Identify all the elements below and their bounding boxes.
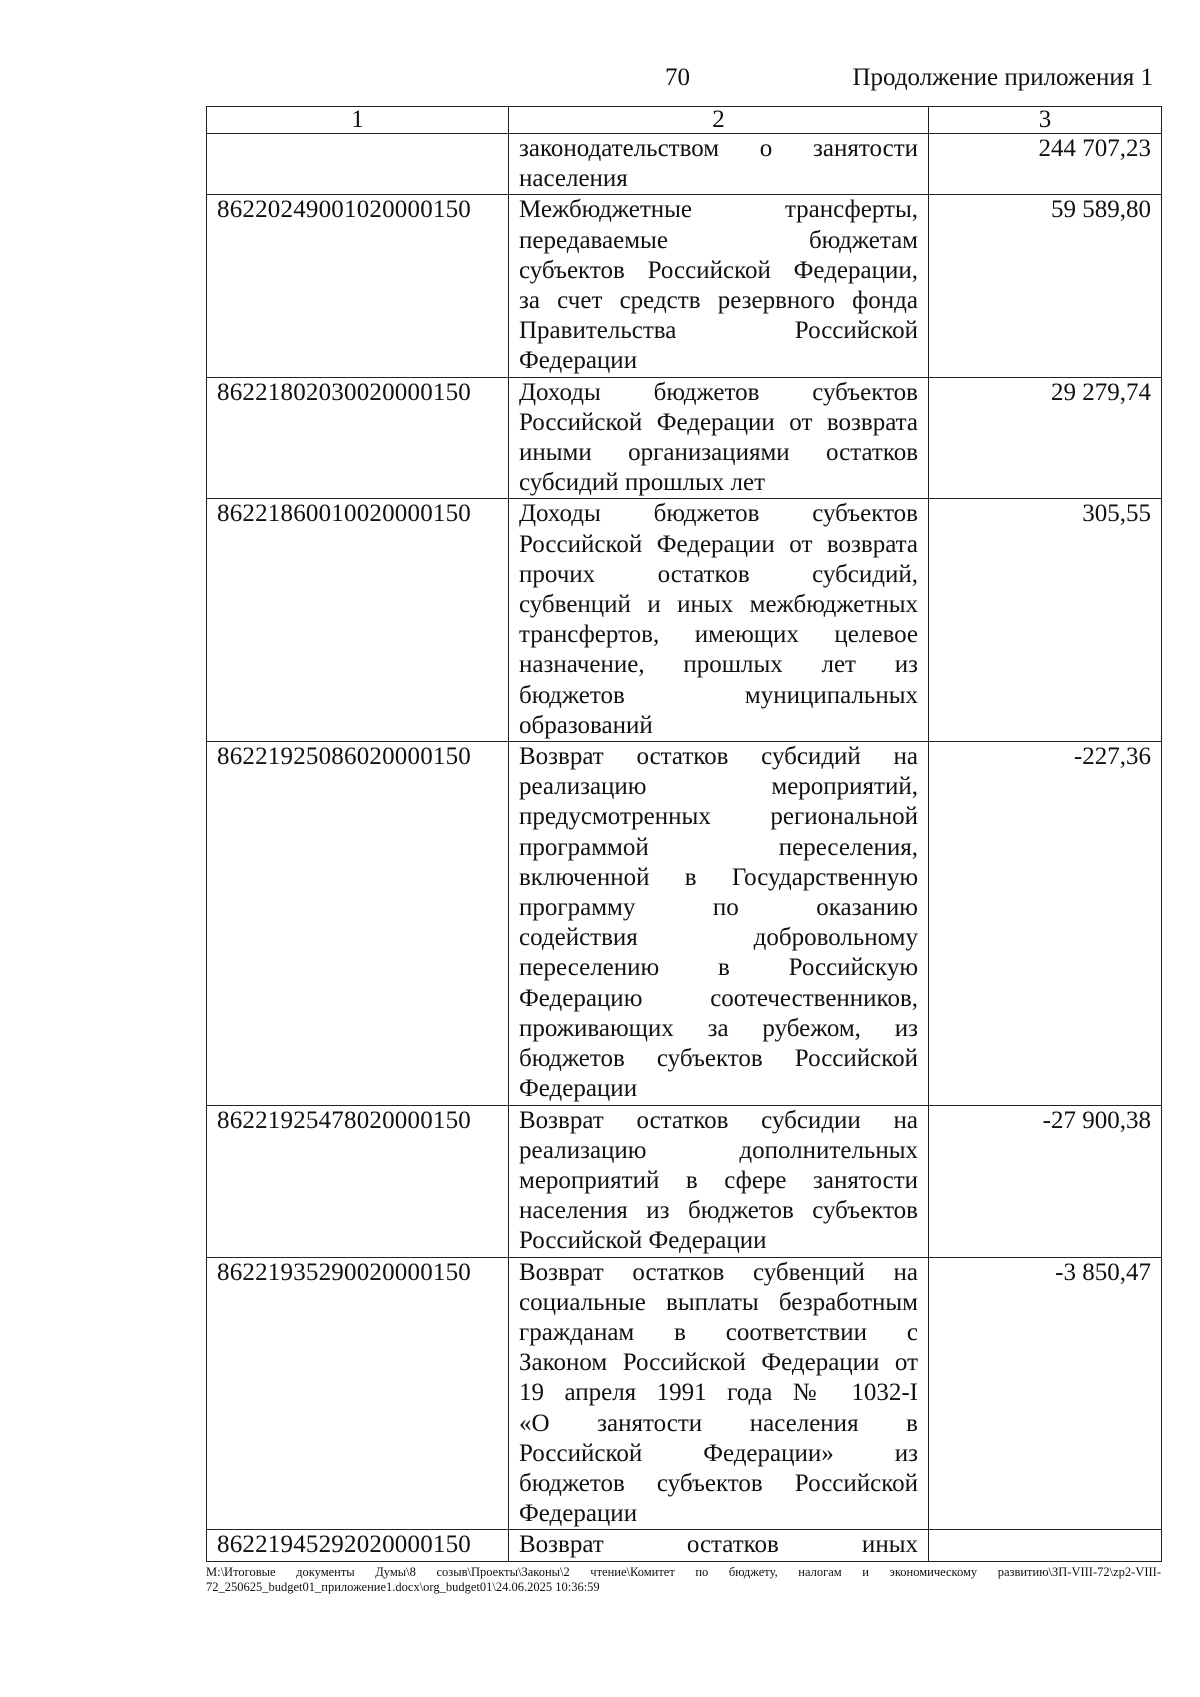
revenue-name-line: включенной в Государственную bbox=[519, 863, 918, 891]
budget-code-cell: 86221860010020000150 bbox=[207, 499, 509, 742]
budget-code-cell bbox=[207, 134, 509, 195]
amount-cell: -27 900,38 bbox=[929, 1105, 1162, 1257]
table-row bbox=[207, 1105, 1162, 1257]
revenue-name-line: Российской Федерации» из bbox=[519, 1439, 918, 1467]
revenue-name-line: субсидий прошлых лет bbox=[519, 469, 766, 497]
revenue-name-cell bbox=[509, 195, 929, 377]
revenue-name-line: предусмотренных региональной bbox=[519, 803, 918, 831]
revenue-name-line: иными организациями остатков bbox=[519, 439, 918, 467]
revenue-name-line: передаваемые бюджетам bbox=[519, 226, 918, 254]
revenue-name-cell bbox=[509, 499, 929, 742]
revenue-name-line: Правительства Российской bbox=[519, 317, 918, 345]
revenue-name-line: программу по оказанию bbox=[519, 894, 918, 922]
revenue-name-line: Российской Федерации от возврата bbox=[519, 408, 918, 436]
revenue-name-line: реализацию мероприятий, bbox=[519, 773, 918, 801]
revenue-name-line: Возврат остатков субсидии на bbox=[519, 1106, 918, 1134]
budget-table bbox=[206, 106, 1162, 1562]
revenue-name-line: Доходы бюджетов субъектов bbox=[519, 500, 918, 528]
revenue-name-line: «О занятости населения в bbox=[519, 1409, 918, 1437]
revenue-name-line: Российской Федерации bbox=[519, 1227, 767, 1255]
table-row bbox=[207, 742, 1162, 1105]
revenue-name-line: 19 апреля 1991 года № 1032-I bbox=[519, 1379, 918, 1407]
revenue-name-cell bbox=[509, 742, 929, 1105]
revenue-name-line: бюджетов субъектов Российской bbox=[519, 1045, 918, 1073]
amount-cell: 305,55 bbox=[929, 499, 1162, 742]
budget-code-cell: 86221925478020000150 bbox=[207, 1105, 509, 1257]
budget-code-cell: 86221802030020000150 bbox=[207, 377, 509, 499]
revenue-name-line: проживающих за рубежом, из bbox=[519, 1014, 918, 1042]
revenue-name-line: Законом Российской Федерации от bbox=[519, 1349, 918, 1377]
table-row bbox=[207, 377, 1162, 499]
page-number: 70 bbox=[665, 64, 690, 91]
revenue-name-line: мероприятий в сфере занятости bbox=[519, 1166, 918, 1194]
revenue-name-line: Федерацию соотечественников, bbox=[519, 984, 918, 1012]
revenue-name-line: Федерации bbox=[519, 1075, 638, 1103]
column-header: 1 bbox=[207, 107, 509, 134]
budget-code-cell: 86221925086020000150 bbox=[207, 742, 509, 1105]
amount-cell: 244 707,23 bbox=[929, 134, 1162, 195]
revenue-name-line: назначение, прошлых лет из bbox=[519, 651, 918, 679]
revenue-name-line: гражданам в соответствии с bbox=[519, 1318, 918, 1346]
revenue-name-line: Доходы бюджетов субъектов bbox=[519, 378, 918, 406]
table-header-row bbox=[207, 107, 1162, 134]
amount-cell: -3 850,47 bbox=[929, 1257, 1162, 1530]
revenue-name-line: Федерации bbox=[519, 347, 638, 375]
revenue-name-line: бюджетов муниципальных bbox=[519, 681, 918, 709]
amount-cell bbox=[929, 1530, 1162, 1561]
table-row bbox=[207, 195, 1162, 377]
table-body bbox=[207, 134, 1162, 1562]
revenue-name-line: социальные выплаты безработным bbox=[519, 1288, 918, 1316]
column-header: 3 bbox=[929, 107, 1162, 134]
budget-code-cell: 86221935290020000150 bbox=[207, 1257, 509, 1530]
budget-code-cell: 86221945292020000150 bbox=[207, 1530, 509, 1561]
table-row bbox=[207, 499, 1162, 742]
revenue-name-line: Федерации bbox=[519, 1500, 638, 1528]
table-row bbox=[207, 134, 1162, 195]
amount-cell: -227,36 bbox=[929, 742, 1162, 1105]
revenue-name-line: бюджетов субъектов Российской bbox=[519, 1469, 918, 1497]
budget-code-cell: 86220249001020000150 bbox=[207, 195, 509, 377]
revenue-name-cell bbox=[509, 377, 929, 499]
revenue-name-line: Российской Федерации от возврата bbox=[519, 530, 918, 558]
revenue-name-line: субвенций и иных межбюджетных bbox=[519, 591, 918, 619]
revenue-name-line: переселению в Российскую bbox=[519, 954, 918, 982]
revenue-name-line: законодательством о занятости bbox=[519, 135, 918, 162]
revenue-name-line: трансфертов, имеющих целевое bbox=[519, 621, 918, 649]
revenue-name-line: Возврат остатков иных bbox=[519, 1531, 918, 1559]
revenue-name-cell bbox=[509, 1257, 929, 1530]
revenue-name-line: Возврат остатков субвенций на bbox=[519, 1258, 918, 1286]
table-row bbox=[207, 1530, 1162, 1561]
revenue-name-line: прочих остатков субсидий, bbox=[519, 560, 918, 588]
amount-cell: 29 279,74 bbox=[929, 377, 1162, 499]
amount-cell: 59 589,80 bbox=[929, 195, 1162, 377]
continuation-label: Продолжение приложения 1 bbox=[852, 64, 1153, 91]
table-row bbox=[207, 1257, 1162, 1530]
file-path-footer: M:\Итоговые документы Думы\8 созыв\Проекты\Законы\2 чтение\Комитет по бюджету, налогам и экономическому развитию\ЗП-VIII-72\zp2-VIII-72_250625_budget01_приложение1.docx\org_budget01\24.06.2025 10:36:59 bbox=[206, 1565, 1161, 1594]
revenue-name-line: Возврат остатков субсидий на bbox=[519, 743, 918, 771]
revenue-name-line: Межбюджетные трансферты, bbox=[519, 196, 918, 224]
revenue-name-line: населения из бюджетов субъектов bbox=[519, 1197, 918, 1225]
revenue-name-line: субъектов Российской Федерации, bbox=[519, 256, 918, 284]
revenue-name-line: программой переселения, bbox=[519, 833, 918, 861]
revenue-name-line: образований bbox=[519, 711, 653, 739]
revenue-name-line: населения bbox=[519, 165, 628, 193]
column-header: 2 bbox=[509, 107, 929, 134]
revenue-name-cell bbox=[509, 1105, 929, 1257]
revenue-name-cell bbox=[509, 134, 929, 195]
revenue-name-cell bbox=[509, 1530, 929, 1561]
revenue-name-line: содействия добровольному bbox=[519, 924, 918, 952]
revenue-name-line: реализацию дополнительных bbox=[519, 1136, 918, 1164]
revenue-name-line: за счет средств резервного фонда bbox=[519, 287, 918, 315]
